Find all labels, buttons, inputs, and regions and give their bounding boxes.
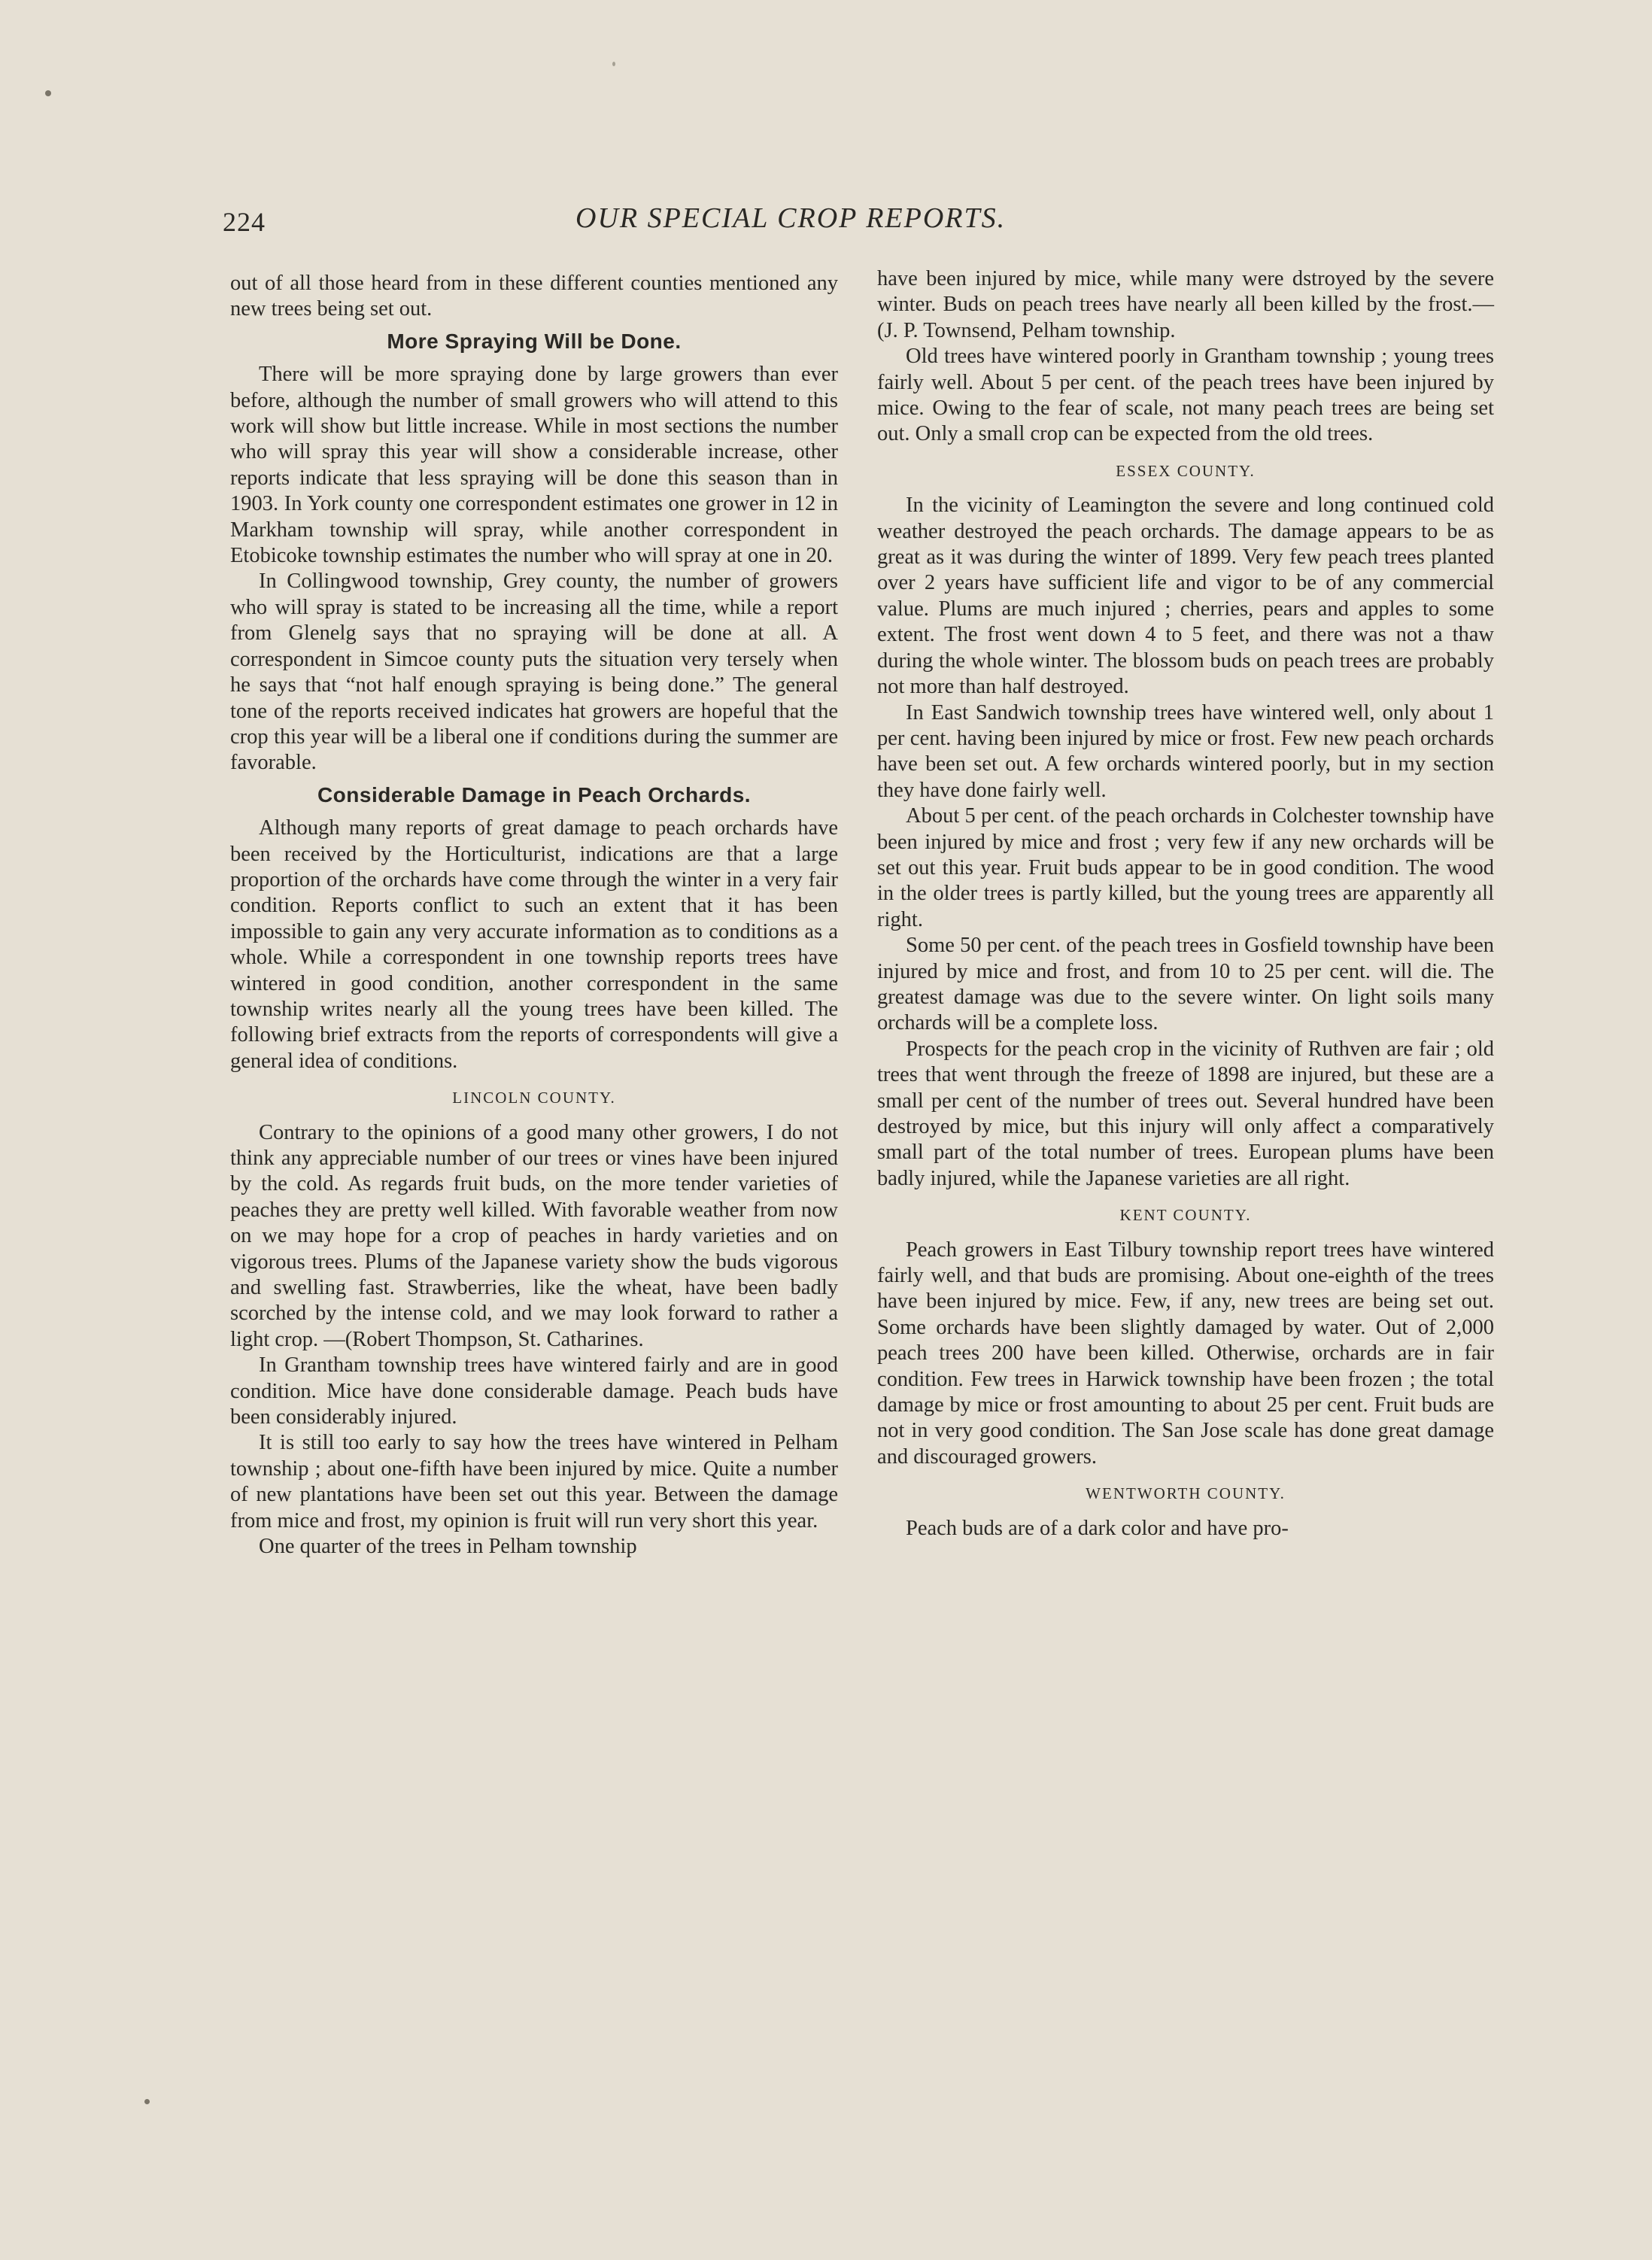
right-column <box>877 266 1494 1542</box>
paragraph: There will be more spraying done by large growers than ever before, although the number of small growers who will attend to this work will show but little increase. While in most sections the number who will spray this year will show a considerable increase, other reports indicate that less spraying will be done this season than in 1903. In York county one correspondent estimates one grower in 12 in Markham township will spray, while another correspondent in Etobicoke township estimates the number who will spray at one in 20. <box>230 363 838 568</box>
paragraph: Although many reports of great damage to peach orchards have been received by the Horticulturist, indications are that a large proportion of the orchards have come through the winter in a very fair condition. Reports conflict to such an extent that it has been impossible to gain any very accurate information as to conditions as a whole. While a correspondent in one township reports trees have wintered in good condition, another correspondent in the same township writes nearly all the young trees have been killed. The following brief extracts from the reports of correspondents will give a general idea of conditions. <box>230 816 838 1073</box>
running-title: OUR SPECIAL CROP REPORTS. <box>575 202 1007 234</box>
paragraph: In East Sandwich township trees have wintered well, only about 1 per cent. having been injured by mice or frost. Few new peach orchards have been set out. A few orchards wintered poorly, but in my section they have done fairly well. <box>877 700 1494 802</box>
county-heading: LINCOLN COUNTY. <box>452 1089 616 1107</box>
paragraph: Contrary to the opinions of a good many other growers, I do not think any appreciable number of our trees or vines have been injured by the cold. As regards fruit buds, on the more tender varieties of peaches they are pretty well killed. With favorable weather from now on we may hope for a crop of peaches in hardy varieties and on vigorous trees. Plums of the Japanese variety show the buds vigorous and swelling fast. Strawberries, like the wheat, have been badly scorched by the intense cold, and we may look forward to rather a light crop. —(Robert Thompson, St. Catharines. <box>230 1120 838 1351</box>
paragraph: Old trees have wintered poorly in Grantham township ; young trees fairly well. About 5 per cent. of the peach trees have been injured by mice. Owing to the fear of scale, not many peach trees are being set out. Only a small crop can be expected from the old trees. <box>877 345 1494 446</box>
page-number: 224 <box>223 207 266 237</box>
section-heading: More Spraying Will be Done. <box>387 329 682 353</box>
paragraph: Prospects for the peach crop in the vicinity of Ruthven are fair ; old trees that went through the freeze of 1898 are injured, but these are a small per cent of the number of trees out. Several hundred have been destroyed by mice, but this injury will only affect a comparatively small part of the total number of trees. European plums have been badly injured, while the Japanese varieties are all right. <box>877 1037 1494 1190</box>
paper-speck <box>45 90 51 96</box>
left-column <box>230 271 838 1560</box>
section-heading: Considerable Damage in Peach Orchards. <box>317 782 752 806</box>
county-heading: KENT COUNTY. <box>1119 1206 1252 1225</box>
paragraph: About 5 per cent. of the peach orchards in Colchester township have been injured by mice and frost ; very few if any new orchards will be set out this year. Fruit buds appear to be in good condition. The wood in the older trees is partly killed, but the young trees are apparently all right. <box>877 804 1494 931</box>
paragraph: In Grantham township trees have wintered fairly and are in good condition. Mice have done considerable damage. Peach buds have been considerably injured. <box>230 1353 838 1429</box>
paragraph: out of all those heard from in these different counties mentioned any new trees being set out. <box>230 272 838 321</box>
paragraph: It is still too early to say how the trees have wintered in Pelham township ; about one-fifth have been injured by mice. Quite a number of new plantations have been set out this year. Between the damage from mice and frost, my opinion is fruit will run very short this year. <box>230 1431 838 1532</box>
paragraph: In the vicinity of Leamington the severe and long continued cold weather destroyed the peach orchards. The damage appears to be as great as it was during the winter of 1899. Very few peach trees planted over 2 years have sufficient life and vigor to be of any commercial value. Plums are much injured ; cherries, pears and apples to some extent. The frost went down 4 to 5 feet, and there was not a thaw during the whole winter. The blossom buds on peach trees are probably not more than half destroyed. <box>877 494 1494 699</box>
paragraph: have been injured by mice, while many were dstroyed by the severe winter. Buds on peach trees have nearly all been killed by the frost.— (J. P. Townsend, Pelham township. <box>877 267 1494 342</box>
paragraph: Peach growers in East Tilbury township report trees have wintered fairly well, and that buds are promising. About one-eighth of the trees have been injured by mice. Few, if any, new trees are being set out. Some orchards have been slightly damaged by water. Out of 2,000 peach trees 200 have been killed. Otherwise, orchards are in fair condition. Few trees in Harwick township have been frozen ; the total damage by mice or frost amounting to about 25 per cent. Fruit buds are not in very good condition. The San Jose scale has done great damage and discouraged growers. <box>877 1238 1494 1469</box>
county-heading: WENTWORTH COUNTY. <box>1086 1484 1286 1503</box>
county-heading: ESSEX COUNTY. <box>1116 461 1256 480</box>
paragraph: In Collingwood township, Grey county, the number of growers who will spray is stated to be increasing all the time, while a report from Glenelg says that no spraying will be done at all. A correspondent in Simcoe county puts the situation very tersely when he says that “not half enough spraying is being done.” The general tone of the reports received indicates hat growers are hopeful that the crop this year will be a liberal one if conditions during the summer are favorable. <box>230 570 838 775</box>
paragraph: Peach buds are of a dark color and have pro- <box>906 1516 1289 1540</box>
paper-speck <box>144 2099 150 2104</box>
paragraph: Some 50 per cent. of the peach trees in Gosfield township have been injured by mice and frost, and from 10 to 25 per cent. will die. The greatest damage was due to the severe winter. On light soils many orchards will be a complete loss. <box>877 934 1494 1035</box>
paragraph: One quarter of the trees in Pelham township <box>259 1535 637 1559</box>
paper-speck <box>612 62 615 66</box>
